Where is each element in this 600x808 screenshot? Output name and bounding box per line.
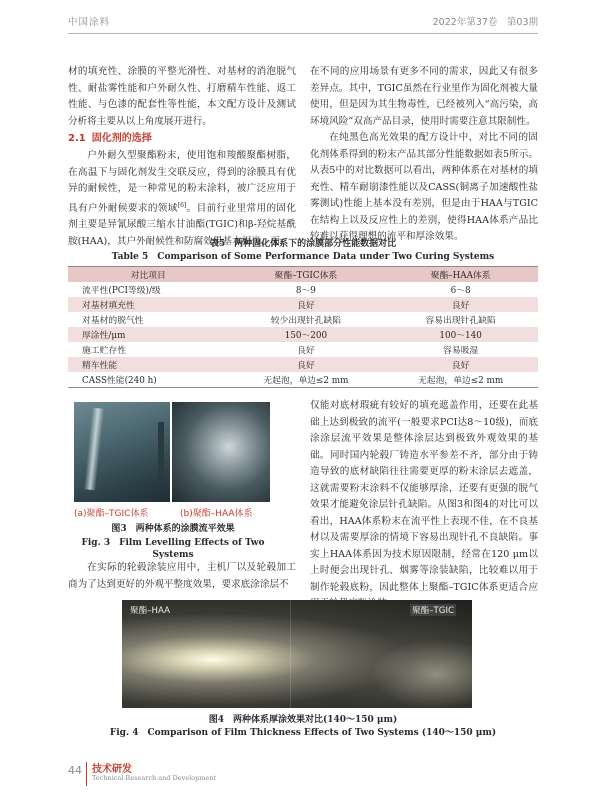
table-header-cell: 聚酯–HAA体系 bbox=[383, 267, 538, 283]
photo-divider bbox=[290, 600, 291, 708]
paragraph: 在不同的应用场景有更多不同的需求，因此又有很多差异点。其中，TGIC虽然在行业里作为固化剂被大量使用，但是因为其生物毒性，已经被列入“高污染，高环境风险”双高产品目录，使用时需要注意其限制性。 bbox=[310, 66, 538, 127]
footer-section-cn: 技术研发 bbox=[92, 764, 132, 775]
table-cell: 厚涂性/μm bbox=[68, 327, 229, 342]
table-cell: 无起泡，单边≤2 mm bbox=[383, 372, 538, 388]
page-footer bbox=[68, 760, 268, 794]
table-row bbox=[68, 327, 538, 342]
paragraph: 材的填充性、涂膜的平整光滑性、对基材的消泡脱气性、耐盐雾性能和户外耐久性、打磨精车性能、返工性能、与色漆的配套性等性能，本文配方设计及测试分析将主要从以上角度展开进行。 bbox=[68, 66, 296, 127]
right-column-bottom bbox=[310, 398, 538, 613]
table-cell: CASS性能(240 h) bbox=[68, 372, 229, 388]
journal-name: 中国涂料 bbox=[68, 17, 111, 28]
fig4-label-right: 聚酯–TGIC bbox=[412, 606, 454, 616]
footer-divider bbox=[86, 762, 87, 786]
paragraph bbox=[68, 148, 296, 250]
table-header-row bbox=[68, 267, 538, 283]
table-cell: 流平性(PCI等级)/级 bbox=[82, 286, 161, 296]
left-column-bottom bbox=[68, 560, 296, 593]
paragraph: 在实际的轮毂涂装应用中，主机厂以及轮毂加工商为了达到更好的外观平整度效果，要求底涂涂层不 bbox=[68, 562, 296, 590]
table-cell: 对基材填充性 bbox=[68, 297, 229, 312]
header-rule bbox=[68, 33, 538, 34]
table-cell: 100～140 bbox=[383, 327, 538, 342]
table-cell: 良好 bbox=[229, 297, 384, 312]
page-number: 44 bbox=[68, 764, 82, 777]
table-cell: 8～9 bbox=[295, 286, 316, 296]
table-cell: 良好 bbox=[297, 346, 315, 356]
fig4-photo bbox=[122, 600, 472, 708]
table-header-cell: 对比项目 bbox=[68, 267, 229, 283]
section-title: 固化剂的选择 bbox=[91, 133, 152, 144]
fig4-caption-cn: 图4 两种体系厚涂效果对比(140～150 μm) bbox=[208, 715, 398, 725]
paragraph-text: 户外耐久型聚酯粉末，使用饱和羧酸聚酯树脂，在高温下与固化剂发生交联反应，得到的涂膜具有优异的耐候性，是一种常见的粉末涂料，被广泛应用于具有户外耐候要求的领域 bbox=[68, 150, 296, 214]
section-number: 2.1 bbox=[68, 133, 86, 144]
table-cell: 良好 bbox=[229, 357, 384, 372]
table-caption-cn: 表5 两种固化体系下的涂膜部分性能数据对比 bbox=[209, 239, 397, 249]
fig3b-photo bbox=[172, 402, 270, 502]
table-caption-en: Table 5 Comparison of Some Performance Data under Two Curing Systems bbox=[111, 252, 495, 262]
fig4-label-left: 聚酯–HAA bbox=[130, 606, 170, 616]
table-row bbox=[68, 357, 538, 372]
paragraph-text: 。目前行业里常用的固化剂主要是异氰尿酸三缩水甘油酯(TGIC)和β-羟烷基酰胺(HAA)，其户外耐候性和防腐效果基本相当，而 bbox=[68, 202, 296, 247]
paragraph: 在纯黑色高光效果的配方设计中，对比不同的固化剂体系得到的粉末产品其部分性能数据如表5所示。从表5中的对比数据可以看出，两种体系在对基材的填充性、精车耐崩漆性能以及CASS(铜离子加速酸性盐雾测试)性能上基本没有差别，但是由于HAA与TGIC在结构上以及反应性上的差别，使得HAA体系产品比较难以获得理想的流平和厚涂效果。 bbox=[310, 132, 538, 242]
table-row bbox=[68, 372, 538, 388]
light-reflection bbox=[332, 620, 472, 708]
running-header bbox=[68, 14, 538, 30]
table-cell: 良好 bbox=[383, 357, 538, 372]
footer-section-en: Technical Research and Development bbox=[92, 774, 217, 782]
table-cell: 施工贮存性 bbox=[82, 346, 126, 356]
fig3-caption-en: Fig. 3 Film Levelling Effects of Two Systems bbox=[81, 538, 265, 560]
table-cell: 较少出现针孔缺陷 bbox=[270, 316, 342, 326]
fig3-caption-cn: 图3 两种体系的涂膜流平效果 bbox=[111, 524, 235, 534]
table-cell: 精车性能 bbox=[68, 357, 229, 372]
table-cell: 6～8 bbox=[450, 286, 471, 296]
section-heading bbox=[68, 130, 296, 148]
rim-edge bbox=[158, 422, 164, 482]
comparison-table bbox=[68, 266, 538, 388]
table-cell: 容易出现针孔缺陷 bbox=[425, 316, 496, 326]
table-cell: 150～200 bbox=[229, 327, 384, 342]
reflection-highlight bbox=[84, 408, 105, 491]
fig3a-subcaption: (a)聚酯–TGIC体系 bbox=[74, 509, 149, 519]
table-row bbox=[68, 297, 538, 312]
fig3a-photo bbox=[74, 402, 170, 502]
paragraph: 仅能对底材瑕疵有较好的填充遮盖作用，还要在此基础上达到极致的流平(一般要求PCI达8～10级)，而底涂涂层流平效果是整体涂层达到极致外观效果的基础。同时国内轮毂厂铸造水平参差不齐，部分由于铸造导致的底材缺陷往往需要更厚的粉末涂层去遮盖，这就需要粉末涂料不仅能够厚涂，还要有更强的脱气效果才能避免涂层针孔缺陷。从图3和图4的对比可以看出，HAA体系粉末在流平性上表现不佳，在不良基材以及需要厚涂的情境下容易出现针孔不良缺陷。事实上HAA体系因为技术原因限制，经常在120 μm以上时便会出现针孔、烟雾等涂装缺陷，比较难以用于制作轮毂底粉，因此整体上聚酯–TGIC体系更适合应 bbox=[310, 400, 538, 593]
table-cell: 对基材的脱气性 bbox=[82, 316, 144, 326]
table-cell: 良好 bbox=[383, 297, 538, 312]
citation: [6] bbox=[177, 201, 187, 209]
fig4-caption-en: Fig. 4 Comparison of Film Thickness Effects of Two Systems (140～150 μm) bbox=[109, 728, 497, 738]
table-row bbox=[68, 282, 538, 297]
table-row bbox=[68, 342, 538, 357]
left-column-top bbox=[68, 64, 296, 250]
table-cell: 无起泡，单边≤2 mm bbox=[229, 372, 384, 388]
table-cell: 容易吸湿 bbox=[443, 346, 479, 356]
right-column-top bbox=[310, 64, 538, 246]
table-header-cell: 聚酯–TGIC体系 bbox=[229, 267, 384, 283]
fig3b-subcaption: (b)聚酯–HAA体系 bbox=[180, 509, 253, 519]
issue-info: 2022年第37卷 第03期 bbox=[432, 17, 538, 28]
table-row bbox=[68, 312, 538, 327]
